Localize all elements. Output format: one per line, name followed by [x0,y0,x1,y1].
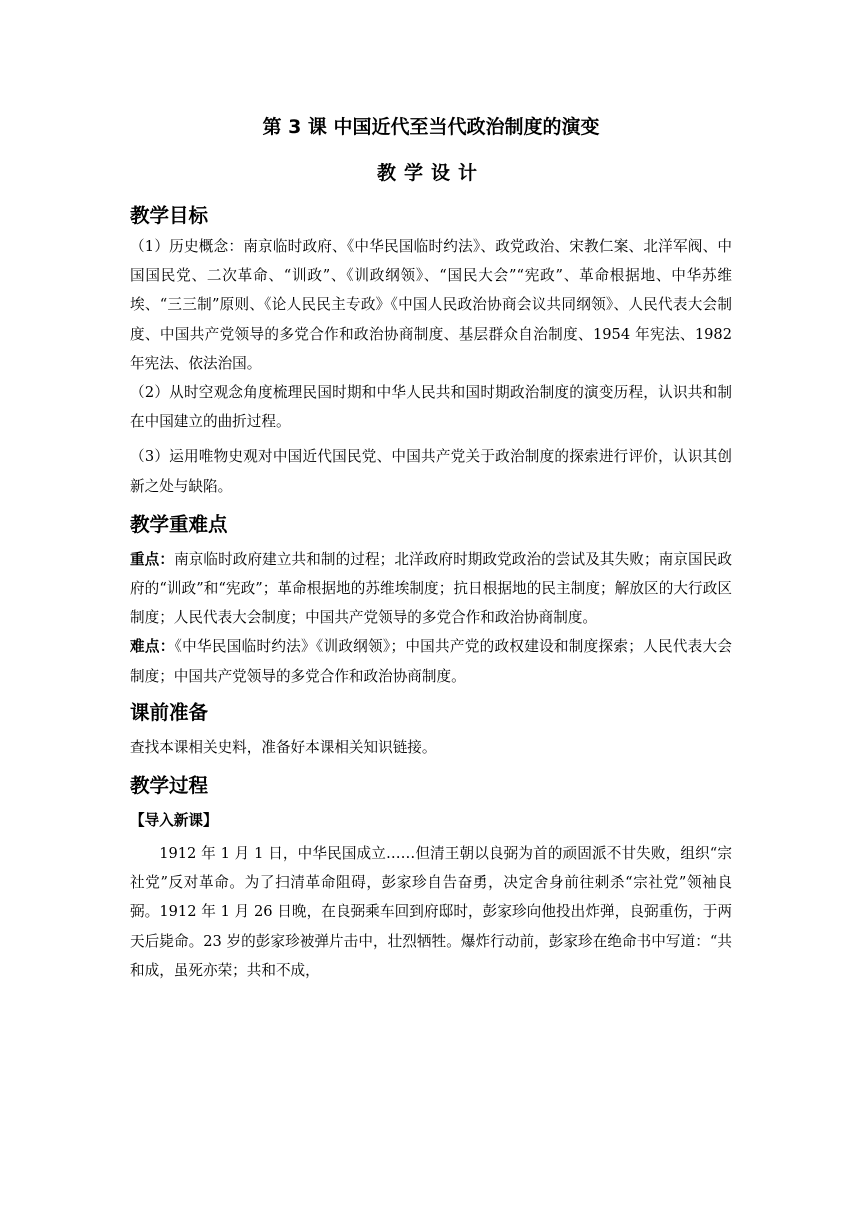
document-title: 第 3 课 中国近代至当代政治制度的演变 [262,116,600,138]
difficulty-text: 《中华民国临时约法》《训政纲领》；中国共产党的政权建设和制度探索；人民代表大会制度；中国共产党领导的多党合作和政治协商制度。 [130,638,732,685]
objective-item-2: （2）从时空观念角度梳理民国时期和中华人民共和国时期政治制度的演变历程，认识共和制在中国建立的曲折过程。 [130,384,732,431]
document-content [130,112,732,985]
objective-item-3: （3）运用唯物史观对中国近代国民党、中国共产党关于政治制度的探索进行评价，认识其创新之处与缺陷。 [130,448,732,495]
focus-text: 南京临时政府建立共和制的过程；北洋政府时期政党政治的尝试及其失败；南京国民政府的“训政”和“宪政”；革命根据地的苏维埃制度；抗日根据地的民主制度；解放区的大行政区制度；人民代表大会制度；中国共产党领导的多党合作和政治协商制度。 [130,550,732,627]
difficulty-paragraph [130,632,732,690]
intro-paragraph: 1912 年 1 月 1 日，中华民国成立……但清王朝以良弼为首的顽固派不甘失败，组织“宗社党”反对革命。为了扫清革命阻碍，彭家珍自告奋勇，决定舍身前往刺杀“宗社党”领袖良弼。1912 年 1 月 26 日晚，在良弼乘车回到府邸时，彭家珍向他投出炸弹，良弼重伤，于两天后毙命。23 岁的彭家珍被弹片击中，壮烈牺牲。爆炸行动前，彭家珍在绝命书中写道：“共和成，虽死亦荣；共和不成， [130,845,732,979]
intro-label: 【导入新课】 [130,812,218,830]
preparation-text: 查找本课相关史料，准备好本课相关知识链接。 [130,738,437,756]
objective-item-1: （1）历史概念：南京临时政府、《中华民国临时约法》、政党政治、宋教仁案、北洋军阀、中国国民党、二次革命、“训政”、《训政纲领》、“国民大会”“宪政”、革命根据地、中华苏维埃、“三三制”原则、《论人民民主专政》《中国人民政治协商会议共同纲领》、人民代表大会制度、中国共产党领导的多党合作和政治协商制度、基层群众自治制度、1954 年宪法、1982 年宪法、依法治国。 [130,238,732,372]
focus-label: 重点： [130,550,175,568]
preparation-heading: 课前准备 [130,700,209,724]
objectives-heading: 教学目标 [130,204,209,227]
key-points-heading: 教学重难点 [130,512,228,536]
document-subtitle: 教学设计 [376,162,485,184]
focus-paragraph [130,545,732,633]
difficulty-label: 难点： [130,638,175,656]
process-heading: 教学过程 [130,774,209,798]
